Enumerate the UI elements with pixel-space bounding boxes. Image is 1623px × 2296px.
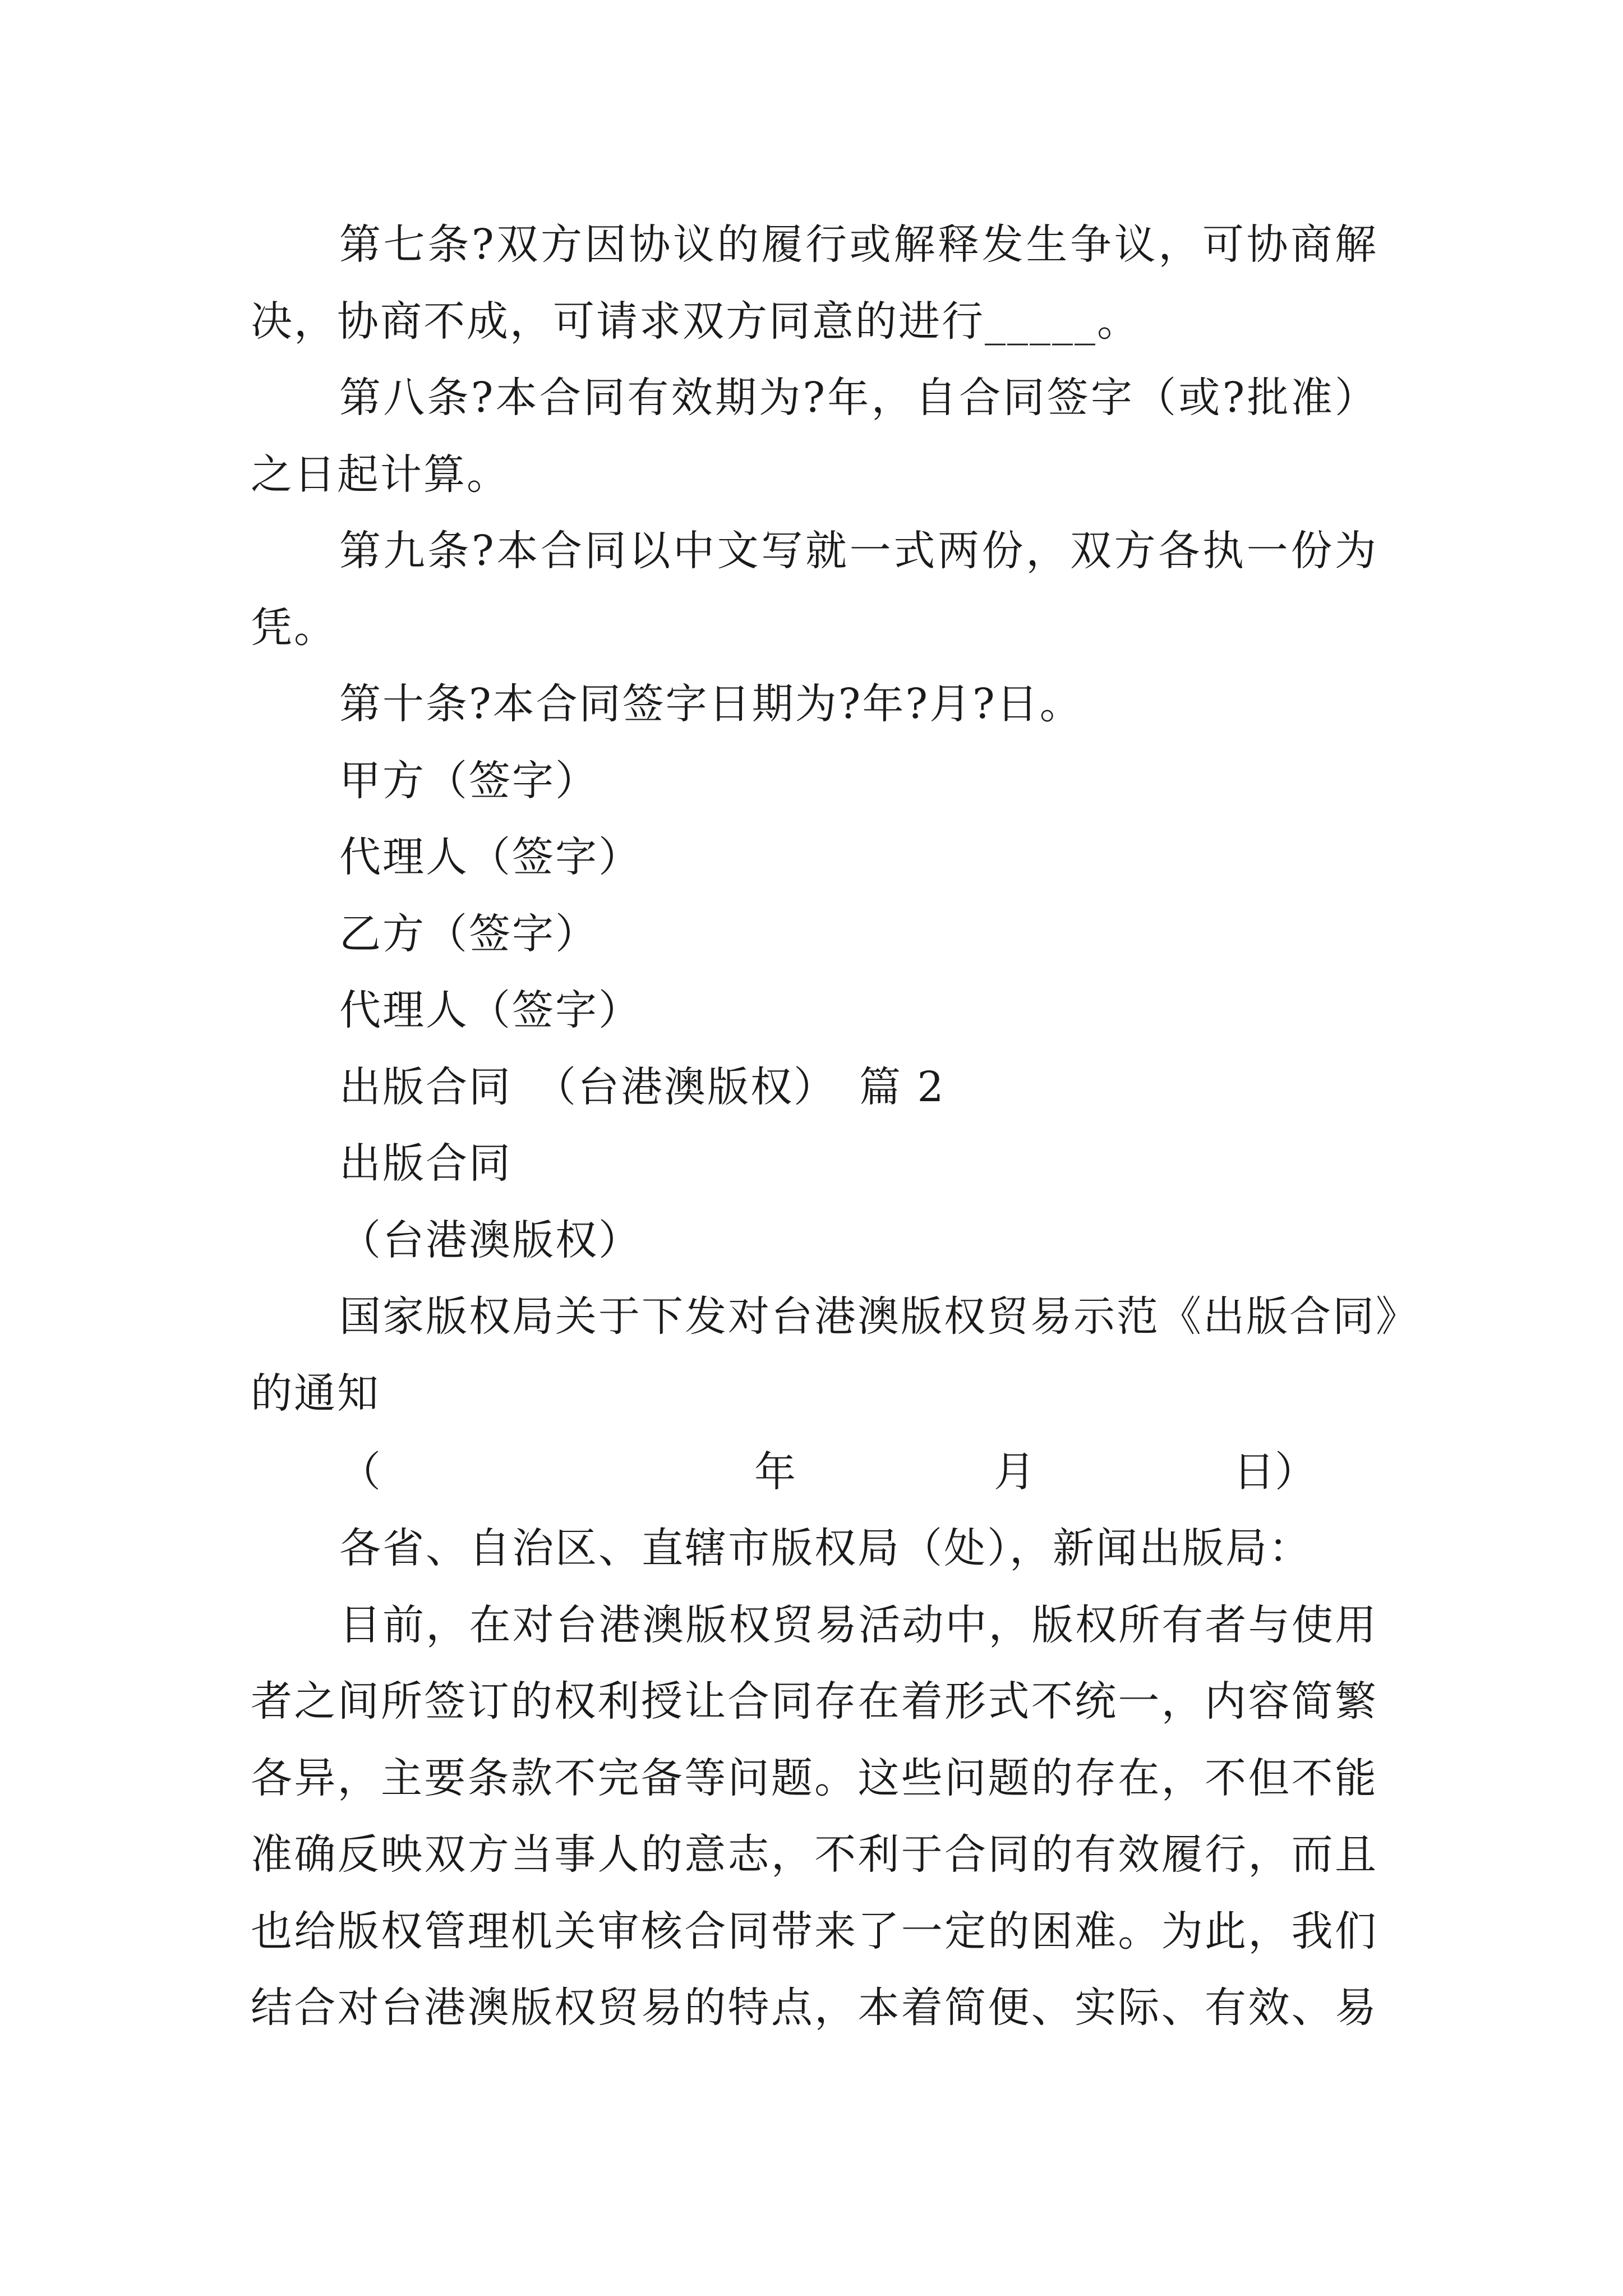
paragraph-line: 准确反映双方当事人的意志，不利于合同的有效履行，而且 <box>251 1830 1378 1879</box>
signature-label: 甲方（签字） <box>339 757 598 805</box>
paragraph-line: 第八条?本合同有效期为?年，自合同签字（或?批准） <box>339 374 1378 422</box>
signature-label: 代理人（签字） <box>339 986 642 1034</box>
date-month: 月 <box>994 1448 1035 1496</box>
paragraph-line: 结合对台港澳版权贸易的特点，本着简便、实际、有效、易 <box>251 1984 1378 2032</box>
date-open-paren: （ <box>339 1448 381 1496</box>
section-heading: 出版合同 （台港澳版权） 篇 2 <box>339 1063 946 1111</box>
date-year: 年 <box>754 1448 796 1496</box>
date-day: 日） <box>1233 1448 1316 1496</box>
notice-title-line: 国家版权局关于下发对台港澳版权贸易示范《出版合同》 <box>339 1292 1419 1341</box>
notice-title-line: 的通知 <box>251 1369 380 1418</box>
signature-label: 代理人（签字） <box>339 833 642 881</box>
salutation: 各省、自治区、直辖市版权局（处），新闻出版局： <box>339 1524 1312 1572</box>
paragraph-line: 第十条?本合同签字日期为?年?月?日。 <box>339 680 1083 728</box>
paragraph-line: 者之间所签订的权利授让合同存在着形式不统一，内容简繁 <box>251 1677 1378 1726</box>
paragraph-line: 目前，在对台港澳版权贸易活动中，版权所有者与使用 <box>339 1601 1378 1649</box>
paragraph-line: 也给版权管理机关审核合同带来了一定的困难。为此，我们 <box>251 1907 1378 1955</box>
document-subtitle: （台港澳版权） <box>339 1216 642 1264</box>
paragraph-line: 决，协商不成，可请求双方同意的进行_____。 <box>251 297 1140 346</box>
document-title: 出版合同 <box>339 1139 512 1188</box>
paragraph-line: 各异，主要条款不完备等问题。这些问题的存在，不但不能 <box>251 1754 1378 1802</box>
paragraph-line: 第九条?本合同以中文写就一式两份，双方各执一份为 <box>339 527 1378 575</box>
paragraph-line: 之日起计算。 <box>251 450 510 499</box>
signature-label: 乙方（签字） <box>339 910 598 958</box>
paragraph-line: 凭。 <box>251 604 337 652</box>
paragraph-line: 第七条?双方因协议的履行或解释发生争议，可协商解 <box>339 220 1378 269</box>
